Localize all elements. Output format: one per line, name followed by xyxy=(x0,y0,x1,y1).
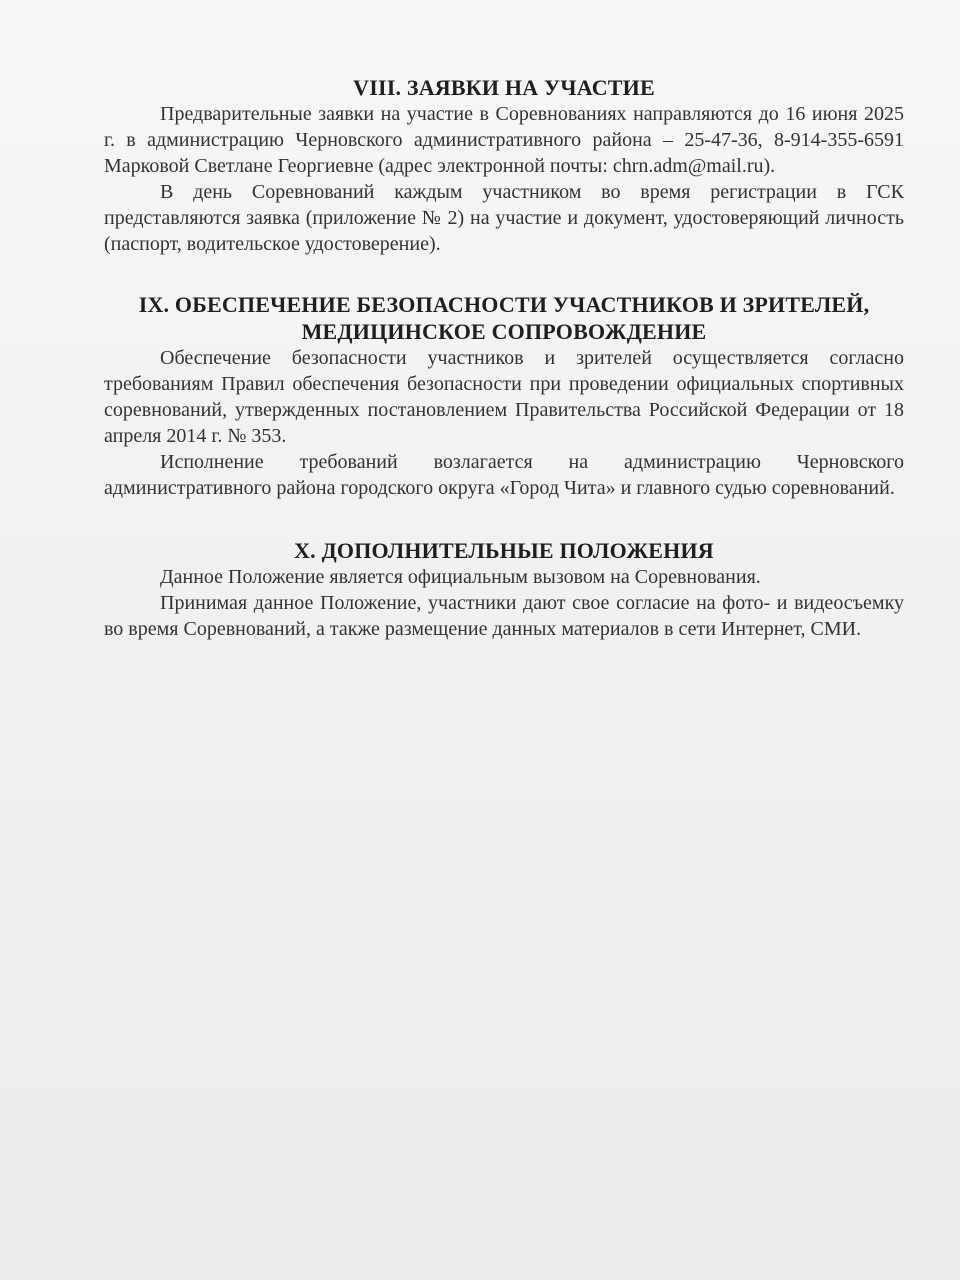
section-applications xyxy=(104,74,904,257)
section-additional xyxy=(104,537,904,642)
paragraph: Данное Положение является официальным вызовом на Соревнования. xyxy=(160,566,761,588)
paragraph: В день Соревнований каждым участником во время регистрации в ГСК представляются заявка (приложение № 2) на участие и документ, удостоверяющий личность (паспорт, водительское удостоверение). xyxy=(104,181,904,255)
paragraph: Принимая данное Положение, участники дают свое согласие на фото- и видеосъемку во время Соревнований, а также размещение данных материалов в сети Интернет, СМИ. xyxy=(104,592,904,640)
paragraph: Обеспечение безопасности участников и зрителей осуществляется согласно требованиям Правил обеспечения безопасности при проведении официальных спортивных соревнований, утвержденных постановлением Правительства Российской Федерации от 18 апреля 2014 г. № 353. xyxy=(104,347,904,447)
paragraph: Предварительные заявки на участие в Соревнованиях направляются до 16 июня 2025 г. в администрацию Черновского административного района – 25-47-36, 8-914-355-6591 Марковой Светлане Георгиевне (адрес электронной почты: chrn.adm@mail.ru). xyxy=(104,103,904,177)
section-spacer xyxy=(104,257,904,291)
section-title xyxy=(104,291,904,345)
section-title-line: IX. ОБЕСПЕЧЕНИЕ БЕЗОПАСНОСТИ УЧАСТНИКОВ И ЗРИТЕЛЕЙ, xyxy=(138,292,870,317)
paragraph: Исполнение требований возлагается на администрацию Черновского административного района городского округа «Город Чита» и главного судью соревнований. xyxy=(104,451,904,499)
document-content xyxy=(104,74,904,642)
section-title: VIII. ЗАЯВКИ НА УЧАСТИЕ xyxy=(353,75,655,100)
section-safety xyxy=(104,291,904,501)
section-title-line: МЕДИЦИНСКОЕ СОПРОВОЖДЕНИЕ xyxy=(301,319,707,344)
section-title: X. ДОПОЛНИТЕЛЬНЫЕ ПОЛОЖЕНИЯ xyxy=(294,538,714,563)
section-spacer xyxy=(104,501,904,537)
